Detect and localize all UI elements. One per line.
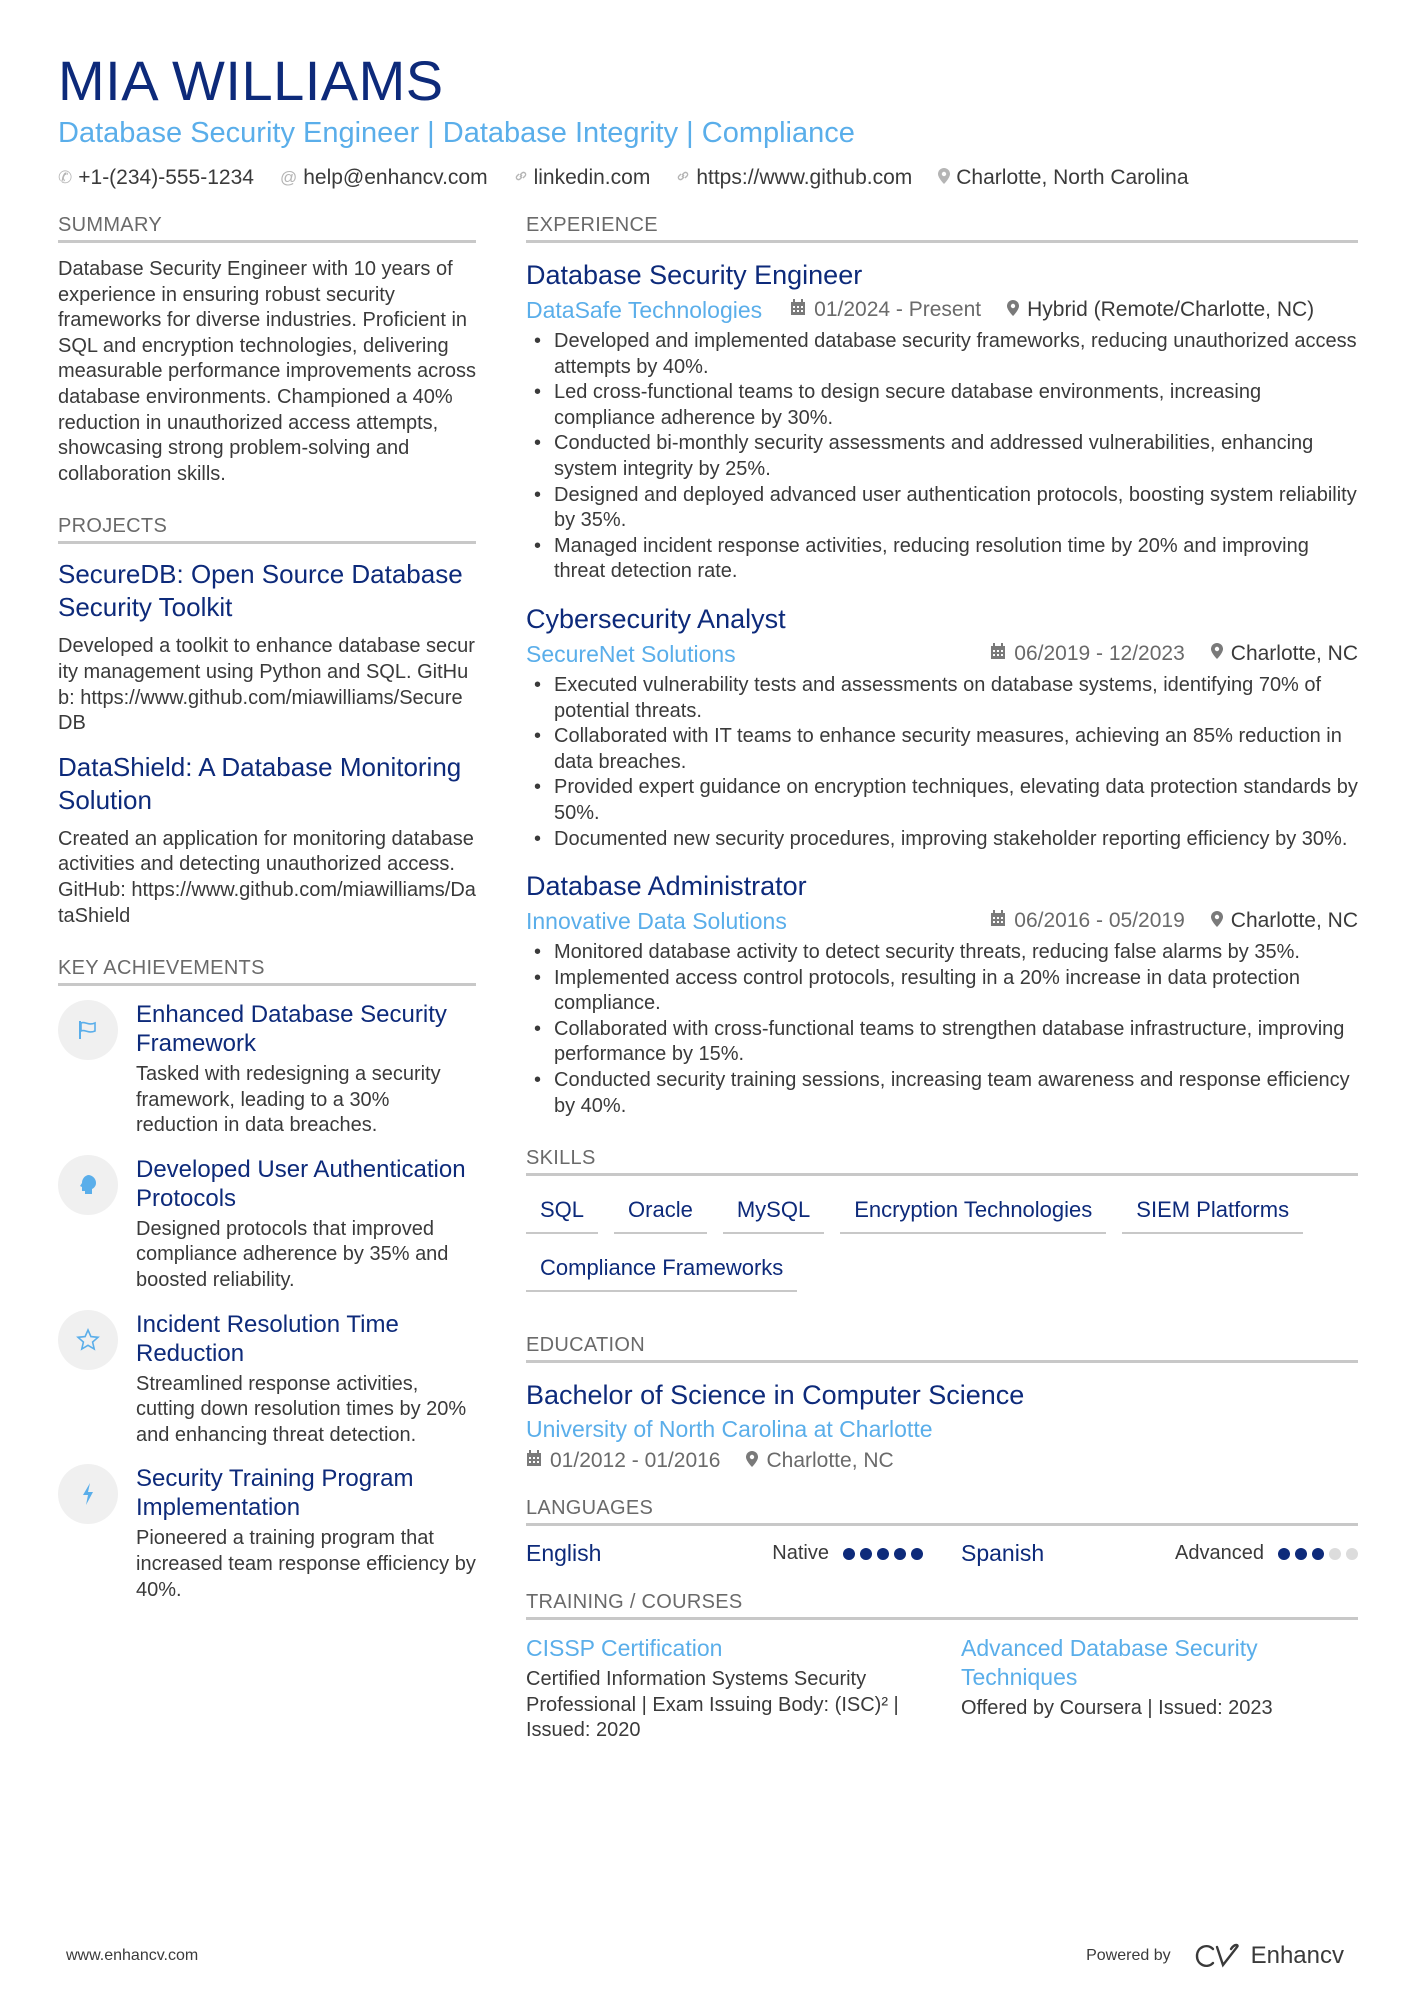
project-description: Developed a toolkit to enhance database security management using Python and SQL. GitHub: https://www.github.com/miawilliams/SecureDB <box>58 635 475 735</box>
job-bullet: • Conducted security training sessions, increasing team awareness and response efficiency by 40%. <box>526 1068 1358 1119</box>
footer-website-link[interactable]: www.enhancv.com <box>66 1947 199 1964</box>
education-school: University of North Carolina at Charlotte <box>526 1416 933 1443</box>
language-name: Spanish <box>961 1540 1045 1567</box>
job-bullet: • Collaborated with cross-functional teams to strengthen database infrastructure, improving performance by 15%. <box>526 1017 1358 1068</box>
course-description: Offered by Coursera | Issued: 2023 <box>961 1697 1273 1720</box>
achievement-item <box>58 1155 476 1294</box>
left-column <box>58 212 476 1619</box>
skills-section <box>526 1145 1358 1292</box>
contact-email-text: help@enhancv.com <box>303 166 488 189</box>
languages-list <box>526 1540 1358 1567</box>
job-bullet: • Implemented access control protocols, resulting in a 20% increase in data protection compliance. <box>526 966 1358 1017</box>
skill-tag: Oracle <box>614 1190 707 1234</box>
at-icon: @ <box>279 168 298 187</box>
language-item <box>526 1540 923 1567</box>
job-dates: 01/2024 - Present <box>790 298 981 322</box>
summary-text: Database Security Engineer with 10 years of experience in ensuring robust security frameworks for diverse industries. Proficient in SQL and encryption technologies, delivering measurable performance improvements across database environments. Championed a 40% reduction in unauthorized access attempts, showcasing strong problem-solving and collaboration skills. <box>58 258 476 485</box>
job-title: Database Security Engineer <box>526 260 863 290</box>
achievement-description: Pioneered a training program that increased team response efficiency by 40%. <box>136 1527 476 1601</box>
achievement-title: Security Training Program Implementation <box>136 1465 414 1522</box>
calendar-icon <box>790 299 806 321</box>
star-icon <box>58 1310 118 1370</box>
achievement-title: Developed User Authentication Protocols <box>136 1155 466 1212</box>
job-location: Charlotte, NC <box>1211 642 1358 666</box>
enhancv-logo-icon <box>1195 1943 1241 1969</box>
language-level: Advanced <box>1175 1542 1264 1565</box>
job-entry <box>526 257 1358 585</box>
contact-location <box>938 166 1188 190</box>
head-icon <box>58 1155 118 1215</box>
job-company: DataSafe Technologies <box>526 297 763 323</box>
languages-section <box>526 1495 1358 1567</box>
job-bullet: • Collaborated with IT teams to enhance security measures, achieving an 85% reduction in data breaches. <box>526 724 1358 775</box>
job-entry <box>526 868 1358 1119</box>
skill-tag: SQL <box>526 1190 598 1234</box>
course-title: Advanced Database Security Techniques <box>961 1635 1258 1691</box>
job-bullet: • Provided expert guidance on encryption techniques, elevating data protection standards by 50%. <box>526 775 1358 826</box>
contact-bar <box>58 166 1358 190</box>
experience-section <box>526 212 1358 1119</box>
job-bullets <box>526 329 1358 585</box>
achievements-heading: KEY ACHIEVEMENTS <box>58 955 476 986</box>
calendar-icon <box>526 1450 542 1472</box>
projects-heading: PROJECTS <box>58 513 476 544</box>
job-bullets <box>526 673 1358 852</box>
phone-icon: ✆ <box>58 168 73 187</box>
education-section <box>526 1332 1358 1473</box>
summary-heading: SUMMARY <box>58 212 476 243</box>
job-title: Cybersecurity Analyst <box>526 603 786 634</box>
job-location: Charlotte, NC <box>1211 909 1358 933</box>
contact-phone-text: +1-(234)-555-1234 <box>78 166 254 189</box>
link-icon <box>676 168 690 188</box>
project-item <box>58 751 476 929</box>
location-pin-icon <box>938 168 950 189</box>
achievement-title: Incident Resolution Time Reduction <box>136 1310 399 1367</box>
link-icon <box>514 168 528 188</box>
language-level: Native <box>772 1542 829 1565</box>
course-title: CISSP Certification <box>526 1635 723 1662</box>
location-pin-icon <box>1211 911 1223 932</box>
training-heading: TRAINING / COURSES <box>526 1589 1358 1620</box>
job-bullet: • Led cross-functional teams to design secure database environments, increasing compliance adherence by 30%. <box>526 380 1358 431</box>
location-pin-icon <box>1211 643 1223 664</box>
contact-linkedin[interactable] <box>514 166 651 190</box>
job-dates: 06/2019 - 12/2023 <box>990 642 1184 666</box>
skills-list <box>526 1190 1358 1292</box>
education-dates: 01/2012 - 01/2016 <box>526 1449 720 1473</box>
job-bullet: • Monitored database activity to detect security threats, reducing false alarms by 35%. <box>526 940 1358 966</box>
language-name: English <box>526 1540 602 1567</box>
achievements-section <box>58 955 476 1603</box>
calendar-icon <box>990 910 1006 932</box>
job-company: Innovative Data Solutions <box>526 908 787 935</box>
contact-email[interactable] <box>280 166 488 190</box>
project-title: SecureDB: Open Source Database Security Toolkit <box>58 559 463 623</box>
job-bullet: • Designed and deployed advanced user authentication protocols, boosting system reliability by 35%. <box>526 483 1358 534</box>
education-degree: Bachelor of Science in Computer Science <box>526 1380 1025 1411</box>
course-description: Certified Information Systems Security Professional | Exam Issuing Body: (ISC)² | Issued: 2020 <box>526 1668 899 1742</box>
education-meta <box>526 1449 1358 1473</box>
proficiency-dots <box>843 1548 923 1560</box>
project-description: Created an application for monitoring database activities and detecting unauthorized access. GitHub: https://www.github.com/miawilliams/DataShield <box>58 827 476 927</box>
candidate-headline: Database Security Engineer | Database Integrity | Compliance <box>58 117 855 149</box>
contact-location-text: Charlotte, North Carolina <box>956 166 1189 189</box>
page-footer <box>66 1942 1344 1970</box>
job-bullets <box>526 940 1358 1119</box>
skill-tag: SIEM Platforms <box>1122 1190 1303 1234</box>
job-location: Hybrid (Remote/Charlotte, NC) <box>1007 298 1314 322</box>
courses-list <box>526 1634 1358 1744</box>
contact-phone[interactable] <box>58 166 254 190</box>
contact-github-text: https://www.github.com <box>696 166 913 189</box>
location-pin-icon <box>1007 300 1019 321</box>
right-column <box>526 212 1358 1744</box>
language-item <box>961 1540 1358 1567</box>
job-meta <box>526 906 1358 936</box>
skill-tag: MySQL <box>723 1190 824 1234</box>
contact-github[interactable] <box>676 166 912 190</box>
job-meta <box>526 295 1358 325</box>
enhancv-logo[interactable] <box>1195 1942 1344 1970</box>
enhancv-brand-name: Enhancv <box>1250 1942 1344 1969</box>
job-bullet: • Developed and implemented database security frameworks, reducing unauthorized access attempts by 40%. <box>526 329 1358 380</box>
summary-section <box>58 212 476 487</box>
job-company: SecureNet Solutions <box>526 640 736 667</box>
job-meta <box>526 639 1358 669</box>
achievement-item <box>58 1000 476 1139</box>
job-entry <box>526 601 1358 852</box>
achievement-item <box>58 1464 476 1603</box>
achievement-description: Streamlined response activities, cutting down resolution times by 20% and enhancing threat detection. <box>136 1372 467 1446</box>
education-location: Charlotte, NC <box>746 1449 893 1473</box>
education-heading: EDUCATION <box>526 1332 1358 1363</box>
job-bullet: • Documented new security procedures, improving stakeholder reporting efficiency by 30%. <box>526 827 1358 853</box>
achievement-description: Tasked with redesigning a security framework, leading to a 30% reduction in data breaches. <box>136 1063 441 1137</box>
training-section <box>526 1589 1358 1744</box>
project-title: DataShield: A Database Monitoring Solution <box>58 751 462 815</box>
resume-header <box>58 48 1358 190</box>
experience-heading: EXPERIENCE <box>526 212 1358 243</box>
course-item <box>961 1634 1358 1744</box>
location-pin-icon <box>746 1451 758 1472</box>
flag-icon <box>58 1000 118 1060</box>
skill-tag: Compliance Frameworks <box>526 1248 797 1292</box>
achievement-item <box>58 1310 476 1449</box>
skill-tag: Encryption Technologies <box>840 1190 1106 1234</box>
course-item <box>526 1634 923 1744</box>
contact-linkedin-text: linkedin.com <box>533 166 651 189</box>
lightning-icon <box>58 1464 118 1524</box>
achievement-description: Designed protocols that improved compliance adherence by 35% and boosted reliability. <box>136 1217 449 1292</box>
skills-heading: SKILLS <box>526 1145 1358 1176</box>
job-bullet: • Conducted bi-monthly security assessments and addressed vulnerabilities, enhancing system integrity by 25%. <box>526 431 1358 482</box>
candidate-name: MIA WILLIAMS <box>58 49 444 112</box>
languages-heading: LANGUAGES <box>526 1495 1358 1526</box>
project-item <box>58 558 476 736</box>
powered-by <box>1086 1942 1344 1970</box>
achievement-title: Enhanced Database Security Framework <box>136 1001 447 1058</box>
job-dates: 06/2016 - 05/2019 <box>990 909 1184 933</box>
job-title: Database Administrator <box>526 871 807 902</box>
projects-section <box>58 513 476 929</box>
powered-by-label: Powered by <box>1086 1947 1171 1964</box>
job-bullet: • Managed incident response activities, reducing resolution time by 20% and improving threat detection rate. <box>526 534 1358 585</box>
job-bullet: • Executed vulnerability tests and assessments on database systems, identifying 70% of potential threats. <box>526 673 1358 724</box>
proficiency-dots <box>1278 1548 1358 1560</box>
calendar-icon <box>990 643 1006 665</box>
